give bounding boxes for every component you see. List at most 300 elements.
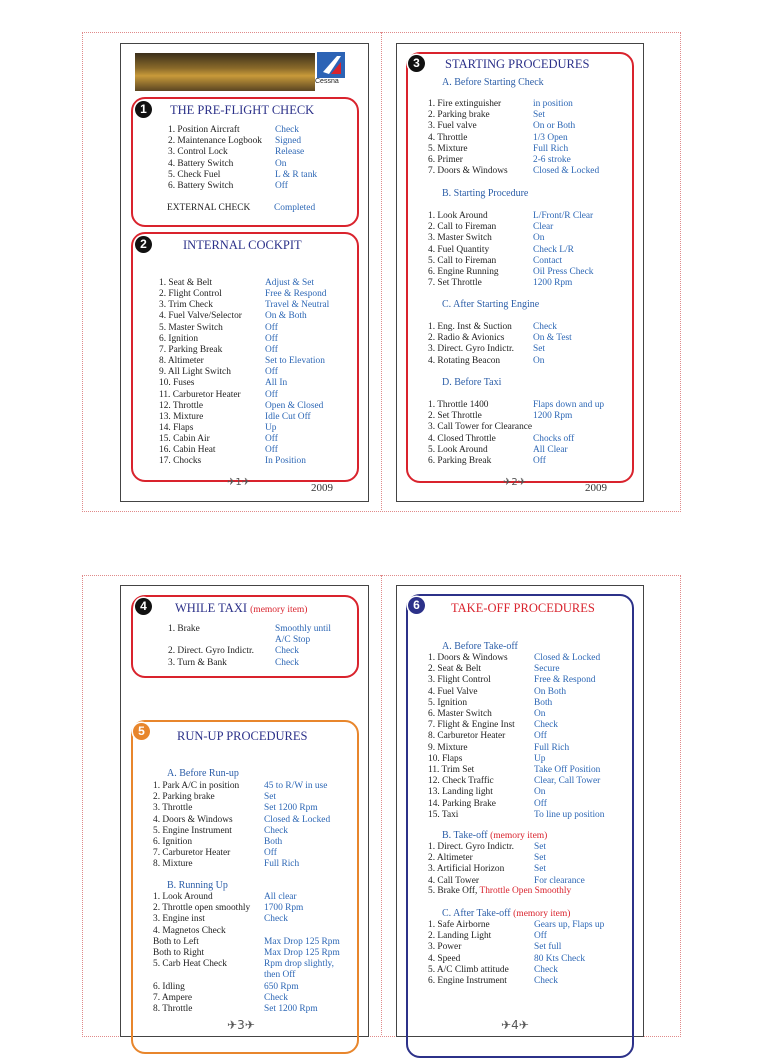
checklist-item: 14. Flaps [159, 422, 194, 433]
card-3 [120, 585, 369, 1037]
checklist-row [428, 211, 633, 222]
checklist-row [159, 367, 359, 378]
checklist-row [153, 859, 353, 870]
checklist-value: Flaps down and up [533, 400, 605, 410]
checklist-item: 6. Ignition [153, 837, 193, 847]
checklist-value: Set [533, 344, 545, 355]
checklist-item: 8. Throttle [153, 1004, 193, 1014]
checklist-value: All clear [264, 892, 297, 902]
checklist-row [428, 664, 633, 675]
checklist-row [428, 709, 633, 720]
checklist-value: Free & Respond [534, 675, 596, 686]
external-check-value: Completed [274, 203, 316, 213]
checklist-item: 3. Master Switch [428, 233, 492, 244]
checklist-row [428, 754, 633, 765]
checklist-item: 2. Maintenance Logbook [168, 136, 262, 147]
checklist-value: On [533, 355, 545, 366]
checklist-row [168, 125, 358, 136]
checklist-row [168, 658, 353, 669]
before-taxi-subtitle: D. Before Taxi [442, 377, 502, 388]
checklist-item: 10. Flaps [428, 753, 463, 764]
checklist-value: On [533, 233, 545, 244]
checklist-item: 3. Flight Control [428, 675, 491, 686]
checklist-row [428, 776, 633, 787]
checklist-value: Closed & Locked [534, 653, 601, 663]
checklist-value: Smoothly until [275, 624, 331, 634]
card-2 [396, 43, 644, 502]
checklist-item: 15. Cabin Air [159, 434, 210, 445]
checklist-item: 14. Parking Brake [428, 798, 496, 809]
checklist-item: 3. Turn & Bank [168, 657, 227, 668]
checklist-item: 6. Primer [428, 155, 463, 165]
checklist-item: 7. Set Throttle [428, 278, 482, 289]
checklist-value: Off [265, 322, 278, 333]
checklist-value: Open & Closed [265, 400, 324, 411]
checklist-item: 16. Cabin Heat [159, 445, 216, 456]
checklist-item: 11. Carburetor Heater [159, 389, 241, 400]
running-up-subtitle: B. Running Up [167, 880, 228, 891]
checklist-item: 4. Speed [428, 953, 461, 964]
checklist-row [428, 121, 633, 132]
checklist-row [428, 965, 633, 976]
checklist-item: 12. Check Traffic [428, 776, 494, 787]
airplane-page-3-icon: ✈3✈ [227, 1018, 255, 1032]
checklist-row [153, 993, 353, 1004]
checklist-value: Rpm drop slightly, [264, 959, 334, 970]
checklist-row [428, 456, 633, 467]
checklist-value: Max Drop 125 Rpm [264, 948, 340, 958]
checklist-row [428, 411, 633, 422]
checklist-item: 1. Brake [168, 624, 200, 634]
checklist-item: 13. Landing light [428, 787, 493, 798]
checklist-value: 80 Kts Check [534, 953, 586, 964]
checklist-item: 4. Closed Throttle [428, 433, 496, 444]
checklist-item: 1. Position Aircraft [168, 125, 240, 135]
checklist-item: 2. Flight Control [159, 289, 222, 300]
checklist-value: Adjust & Set [265, 278, 314, 288]
checklist-row [159, 456, 359, 467]
checklist-item: 2. Radio & Avionics [428, 333, 505, 344]
starting-procedure-subtitle: B. Starting Procedure [442, 188, 529, 199]
checklist-item: 4. Throttle [428, 132, 468, 143]
checklist-row [159, 323, 359, 334]
checklist-row [153, 792, 353, 803]
checklist-item: Both to Right [153, 948, 205, 958]
checklist-value: Set [534, 842, 546, 852]
checklist-value: Check [264, 914, 288, 925]
section-number-6: 6 [408, 597, 425, 614]
checklist-row [159, 423, 359, 434]
checklist-row [168, 624, 353, 635]
checklist-value: Free & Respond [265, 289, 327, 300]
checklist-value: Set [534, 864, 546, 875]
checklist-item: 5. Mixture [428, 143, 468, 154]
checklist-row [428, 233, 633, 244]
checklist-item: 2. Seat & Belt [428, 664, 482, 675]
checklist-item: 2. Throttle open smoothly [153, 903, 251, 914]
checklist-value: Up [265, 422, 277, 433]
checklist-item: 4. Battery Switch [168, 158, 234, 169]
after-take-off-subtitle: C. After Take-off (memory item) [442, 908, 571, 919]
checklist-row [428, 853, 633, 864]
checklist-row [428, 222, 633, 233]
airplane-page-2-icon: ✈2✈ [503, 477, 527, 488]
checklist-row [428, 976, 633, 987]
checklist-item: 3. Direct. Gyro Indictr. [428, 344, 514, 355]
before-take-off-subtitle: A. Before Take-off [442, 641, 518, 652]
checklist-value: 1200 Rpm [533, 411, 573, 422]
checklist-value: Signed [275, 136, 302, 147]
checklist-item: 6. Ignition [159, 333, 199, 344]
checklist-item: 4. Rotating Beacon [428, 355, 501, 366]
checklist-item: 2. Altimeter [428, 853, 473, 864]
checklist-value: Travel & Neutral [265, 300, 330, 311]
checklist-row [428, 810, 633, 821]
checklist-row [428, 278, 633, 289]
airplane-page-1-icon: ✈1✈ [227, 477, 251, 488]
checklist-row [159, 278, 359, 289]
external-check-row [167, 203, 357, 214]
checklist-value: Chocks off [533, 433, 575, 444]
checklist-item: 4. Call Tower [428, 875, 479, 886]
checklist-value: Check [264, 825, 288, 836]
checklist-row [428, 698, 633, 709]
checklist-row [428, 133, 633, 144]
checklist-value: On & Test [533, 333, 572, 344]
checklist-row [153, 937, 353, 948]
checklist-row [159, 300, 359, 311]
checklist-row [428, 400, 633, 411]
checklist-value: Clear, Call Tower [534, 776, 601, 787]
section-number-5: 5 [133, 723, 150, 740]
checklist-value: Full Rich [264, 859, 300, 870]
checklist-value: In Position [265, 456, 306, 467]
checklist-item: 5. Ignition [428, 697, 468, 708]
checklist-value: On [534, 709, 546, 719]
checklist-row [428, 687, 633, 698]
checklist-row [153, 781, 353, 792]
checklist-item: 4. Fuel Valve [428, 686, 478, 697]
checklist-value: Max Drop 125 Rpm [264, 936, 340, 947]
checklist-row [428, 356, 633, 367]
checklist-item: 2. Direct. Gyro Indictr. [168, 646, 254, 657]
checklist-item: 2. Parking brake [428, 110, 490, 121]
checklist-row [153, 926, 353, 937]
checklist-item: 12. Throttle [159, 400, 204, 411]
section-number-4: 4 [135, 598, 152, 615]
checklist-row [153, 815, 353, 826]
before-starting-subtitle: A. Before Starting Check [442, 77, 544, 88]
checklist-value: Clear [533, 222, 554, 233]
section-number-1: 1 [135, 101, 152, 118]
checklist-item: 8. Altimeter [159, 356, 204, 367]
checklist-row [153, 803, 353, 814]
checklist-item: 3. Engine inst [153, 914, 205, 925]
take-off-title: TAKE-OFF PROCEDURES [451, 601, 595, 615]
run-up-title: RUN-UP PROCEDURES [177, 729, 308, 743]
checklist-value: Check L/R [533, 244, 574, 255]
bottom-sheet-divider [381, 575, 382, 1035]
checklist-row [428, 434, 633, 445]
checklist-value: Set to Elevation [265, 356, 325, 367]
checklist-row [168, 170, 358, 181]
checklist-value: 2-6 stroke [533, 155, 571, 165]
checklist-value: On Both [534, 686, 567, 697]
checklist-item: 3. Trim Check [159, 300, 213, 311]
checklist-value: then Off [264, 970, 296, 981]
checklist-value: 45 to R/W in use [264, 781, 328, 791]
checklist-item: 6. Idling [153, 981, 185, 992]
checklist-value: A/C Stop [275, 635, 311, 646]
checklist-value: On or Both [533, 121, 576, 132]
checklist-row [159, 289, 359, 300]
checklist-row [168, 136, 358, 147]
checklist-item: 1. Direct. Gyro Indictr. [428, 842, 514, 852]
checklist-value: Secure [534, 664, 560, 675]
checklist-row [153, 903, 353, 914]
checklist-item: 1. Eng. Inst & Suction [428, 322, 512, 332]
checklist-item: 3. Throttle [153, 803, 193, 814]
checklist-item: 13. Mixture [159, 411, 204, 422]
checklist-item: 4. Fuel Quantity [428, 244, 490, 255]
checklist-row [159, 412, 359, 423]
checklist-value: Off [275, 181, 288, 191]
checklist-row [428, 344, 633, 355]
checklist-row [428, 787, 633, 798]
checklist-row [428, 144, 633, 155]
checklist-value: Off [265, 344, 278, 355]
checklist-item: 9. All Light Switch [159, 367, 231, 378]
checklist-value: Off [533, 456, 546, 466]
checklist-item: 8. Carburetor Heater [428, 731, 506, 742]
checklist-row [159, 390, 359, 401]
checklist-item: 6. Master Switch [428, 709, 492, 719]
checklist-item: 5. Carb Heat Check [153, 959, 227, 970]
checklist-item: 1. Doors & Windows [428, 653, 508, 663]
checklist-value: All Clear [533, 444, 568, 455]
checklist-item: 1. Fire extinguisher [428, 99, 502, 109]
checklist-value: Closed & Locked [533, 166, 600, 177]
checklist-item: 5. Master Switch [159, 322, 223, 333]
checklist-item: 15. Taxi [428, 809, 459, 820]
checklist-value: Gears up, Flaps up [534, 920, 605, 930]
checklist-item: 4. Fuel Valve/Selector [159, 311, 242, 322]
checklist-value: On [534, 787, 546, 798]
checklist-row [428, 731, 633, 742]
checklist-item: 11. Trim Set [428, 765, 475, 775]
checklist-item: 1. Safe Airborne [428, 920, 490, 930]
card-4 [396, 585, 644, 1037]
checklist-value: On [275, 158, 287, 169]
checklist-item: 1. Seat & Belt [159, 278, 213, 288]
checklist-row [428, 99, 633, 110]
checklist-value: Check [275, 125, 299, 135]
checklist-item: 10. Fuses [159, 378, 195, 389]
checklist-item: 2. Call to Fireman [428, 222, 497, 233]
checklist-item: 4. Doors & Windows [153, 814, 233, 825]
checklist-value: Off [265, 434, 278, 445]
checklist-row [428, 743, 633, 754]
checklist-value: Release [275, 147, 305, 158]
checklist-item: 9. Mixture [428, 742, 468, 753]
checklist-row [153, 1004, 353, 1015]
checklist-value: Take Off Position [534, 765, 601, 775]
checklist-row [428, 876, 633, 887]
checklist-item: 5. Engine Instrument [153, 825, 232, 836]
checklist-value: Both [534, 697, 553, 708]
aircraft-banner-image [135, 53, 315, 91]
checklist-value: Set [533, 110, 545, 121]
checklist-value: Full Rich [534, 742, 570, 753]
checklist-row [428, 653, 633, 664]
checklist-row [428, 155, 633, 166]
checklist-value: Set 1200 Rpm [264, 803, 318, 814]
checklist-value: L/Front/R Clear [533, 211, 594, 221]
checklist-value: Off [264, 848, 277, 859]
checklist-value: Up [534, 753, 546, 764]
checklist-item: 6. Parking Break [428, 456, 492, 466]
checklist-row [153, 826, 353, 837]
checklist-row [168, 635, 353, 646]
checklist-item: 1. Throttle 1400 [428, 400, 489, 410]
checklist-item: 8. Mixture [153, 859, 193, 870]
checklist-row [428, 799, 633, 810]
section-number-2: 2 [135, 236, 152, 253]
card-2-year: 2009 [585, 482, 607, 494]
checklist-item: 3. Control Lock [168, 147, 228, 158]
checklist-value: Off [534, 798, 547, 809]
checklist-item: 5. Call to Fireman [428, 255, 497, 266]
checklist-item: 7. Carburetor Heater [153, 848, 231, 859]
checklist-item: 3. Fuel valve [428, 121, 477, 132]
internal-cockpit-title: INTERNAL COCKPIT [183, 238, 302, 252]
checklist-row [153, 959, 353, 970]
checklist-item: 3. Call Tower for Clearance [428, 422, 533, 433]
checklist-row [428, 931, 633, 942]
checklist-row [159, 356, 359, 367]
checklist-value: On & Both [265, 311, 307, 322]
checklist-row [153, 848, 353, 859]
checklist-row [159, 345, 359, 356]
starting-procedures-title: STARTING PROCEDURES [445, 57, 590, 71]
checklist-row [428, 256, 633, 267]
checklist-row [168, 159, 358, 170]
checklist-row [428, 267, 633, 278]
checklist-row [428, 333, 633, 344]
brake-off-value: Throttle Open Smoothly [479, 886, 572, 896]
checklist-item: Both to Left [153, 936, 199, 947]
checklist-row [168, 147, 358, 158]
checklist-row [153, 837, 353, 848]
checklist-item: 2. Landing Light [428, 931, 492, 942]
checklist-value: Both [264, 837, 283, 847]
take-off-memory-note: (memory item) [490, 831, 548, 841]
checklist-row [159, 401, 359, 412]
checklist-value: Set 1200 Rpm [264, 1004, 318, 1014]
checklist-value: 650 Rpm [264, 981, 299, 992]
external-check-item: EXTERNAL CHECK [167, 203, 251, 213]
checklist-row [153, 914, 353, 925]
checklist-item: 5. A/C Climb attitude [428, 964, 509, 975]
checklist-item: 4. Magnetos Check [153, 925, 226, 936]
checklist-value: in position [533, 99, 573, 109]
checklist-value: For clearance [534, 875, 585, 886]
checklist-item: 6. Engine Running [428, 267, 499, 277]
checklist-row [159, 378, 359, 389]
section-number-3: 3 [408, 55, 425, 72]
checklist-value: To line up position [534, 809, 605, 820]
checklist-value: Set [264, 792, 276, 803]
card-1-year: 2009 [311, 482, 333, 494]
checklist-value: Idle Cut Off [265, 411, 311, 422]
checklist-value: 1200 Rpm [533, 278, 573, 289]
top-sheet-divider [381, 32, 382, 510]
checklist-value: Check [275, 657, 299, 668]
checklist-row [428, 245, 633, 256]
checklist-value: Contact [533, 255, 563, 266]
while-taxi-memory-note: (memory item) [250, 605, 308, 615]
checklist-row [428, 110, 633, 121]
checklist-item: 7. Flight & Engine Inst [428, 720, 515, 731]
checklist-row [428, 954, 633, 965]
checklist-value: Set full [534, 942, 562, 953]
checklist-item: 3. Power [428, 942, 462, 953]
checklist-item: 1. Park A/C in position [153, 781, 240, 791]
checklist-item: 6. Battery Switch [168, 181, 234, 191]
checklist-value: Off [265, 333, 278, 344]
checklist-row [428, 842, 633, 853]
after-take-off-memory-note: (memory item) [513, 909, 571, 919]
checklist-row [428, 422, 633, 433]
checklist-item: 17. Chocks [159, 456, 202, 467]
checklist-row [168, 646, 353, 657]
before-run-up-subtitle: A. Before Run-up [167, 768, 239, 779]
checklist-value: Off [265, 445, 278, 456]
brake-off-item: 5. Brake Off, [428, 886, 480, 896]
checklist-value: 1/3 Open [533, 132, 568, 143]
checklist-value: L & R tank [275, 169, 318, 180]
after-starting-subtitle: C. After Starting Engine [442, 299, 540, 310]
checklist-row [428, 720, 633, 731]
checklist-row [428, 920, 633, 931]
checklist-row [428, 445, 633, 456]
checklist-row [168, 181, 358, 192]
checklist-value: Check [275, 646, 299, 657]
cessna-logo-text: Cessna [315, 78, 339, 85]
checklist-row [428, 765, 633, 776]
checklist-item: 1. Look Around [428, 211, 488, 221]
checklist-item: 5. Check Fuel [168, 169, 221, 180]
checklist-row [153, 982, 353, 993]
airplane-page-4-icon: ✈4✈ [501, 1018, 529, 1032]
checklist-value: Off [534, 931, 547, 942]
checklist-row [159, 334, 359, 345]
checklist-item: 7. Parking Break [159, 344, 223, 355]
checklist-row [159, 445, 359, 456]
checklist-value: Closed & Locked [264, 814, 331, 825]
checklist-row [159, 311, 359, 322]
while-taxi-title: WHILE TAXI (memory item) [175, 601, 308, 615]
checklist-value: All In [265, 378, 288, 389]
checklist-row [153, 948, 353, 959]
preflight-title: THE PRE-FLIGHT CHECK [170, 103, 315, 117]
checklist-item: 5. Look Around [428, 444, 488, 455]
checklist-row [428, 864, 633, 875]
checklist-value: Off [265, 367, 278, 378]
checklist-value: Check [533, 322, 557, 332]
checklist-value: Off [534, 731, 547, 742]
checklist-value: Check [534, 964, 558, 975]
